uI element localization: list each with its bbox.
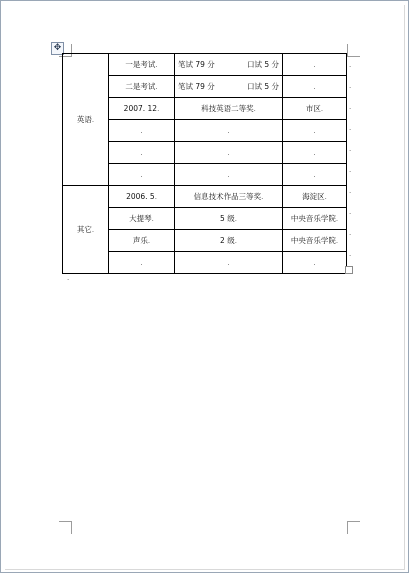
table-cell[interactable]: . bbox=[175, 164, 283, 186]
table-cell[interactable]: 笔试 79 分 口试 5 分 bbox=[175, 76, 283, 98]
table-cell[interactable]: 笔试 79 分 口试 5 分 bbox=[175, 54, 283, 76]
margin-corner-bottom-left bbox=[59, 521, 72, 534]
row-end-mark: . bbox=[349, 103, 352, 111]
table-cell[interactable]: 一是考试. bbox=[109, 54, 175, 76]
group-cell-english[interactable]: 英语. bbox=[63, 54, 109, 186]
table-resize-handle[interactable] bbox=[345, 266, 353, 274]
table-cell[interactable]: 5 级. bbox=[175, 208, 283, 230]
table-cell[interactable]: 2 级. bbox=[175, 230, 283, 252]
table-cell[interactable]: . bbox=[109, 252, 175, 274]
table-cell[interactable]: 海淀区. bbox=[283, 186, 347, 208]
table-cell[interactable]: . bbox=[175, 252, 283, 274]
paragraph-mark: . bbox=[67, 274, 70, 282]
group-label: 其它 bbox=[76, 225, 92, 234]
table-cell[interactable]: 市区. bbox=[283, 98, 347, 120]
table-cell[interactable]: 中央音乐学院. bbox=[283, 230, 347, 252]
table-cell[interactable]: 大提琴. bbox=[109, 208, 175, 230]
row-end-mark: . bbox=[349, 61, 352, 69]
table-cell[interactable]: 中央音乐学院. bbox=[283, 208, 347, 230]
table-cell[interactable]: 2006. 5. bbox=[109, 186, 175, 208]
margin-corner-top-right bbox=[347, 44, 360, 57]
row-end-mark: . bbox=[349, 250, 352, 258]
table-cell[interactable]: . bbox=[283, 54, 347, 76]
table-cell[interactable]: . bbox=[109, 142, 175, 164]
table-cell[interactable]: 二是考试. bbox=[109, 76, 175, 98]
table-cell[interactable]: . bbox=[175, 120, 283, 142]
table-cell[interactable]: . bbox=[109, 120, 175, 142]
table-cell[interactable]: . bbox=[283, 164, 347, 186]
table-cell[interactable]: 科技英语二等奖. bbox=[175, 98, 283, 120]
row-end-mark: . bbox=[349, 187, 352, 195]
table-cell[interactable]: . bbox=[109, 164, 175, 186]
table-move-handle-icon[interactable]: ✥ bbox=[51, 42, 64, 55]
margin-corner-bottom-right bbox=[347, 521, 360, 534]
row-end-mark: . bbox=[349, 208, 352, 216]
row-end-mark: . bbox=[349, 124, 352, 132]
table-cell[interactable]: 2007. 12. bbox=[109, 98, 175, 120]
awards-table bbox=[62, 53, 347, 274]
group-label: 英语 bbox=[76, 115, 92, 124]
table-cell[interactable]: 声乐. bbox=[109, 230, 175, 252]
row-end-mark: . bbox=[349, 82, 352, 90]
row-end-mark: . bbox=[349, 145, 352, 153]
group-cell-other[interactable]: 其它. bbox=[63, 186, 109, 274]
table-row bbox=[63, 186, 347, 208]
table-cell[interactable]: . bbox=[283, 142, 347, 164]
table-cell[interactable]: . bbox=[283, 252, 347, 274]
table-cell[interactable]: 信息技术作品三等奖. bbox=[175, 186, 283, 208]
table-row bbox=[63, 54, 347, 76]
table-cell[interactable]: . bbox=[283, 120, 347, 142]
table-cell[interactable]: . bbox=[175, 142, 283, 164]
row-end-mark: . bbox=[349, 166, 352, 174]
row-end-mark: . bbox=[349, 229, 352, 237]
table-cell[interactable]: . bbox=[283, 76, 347, 98]
